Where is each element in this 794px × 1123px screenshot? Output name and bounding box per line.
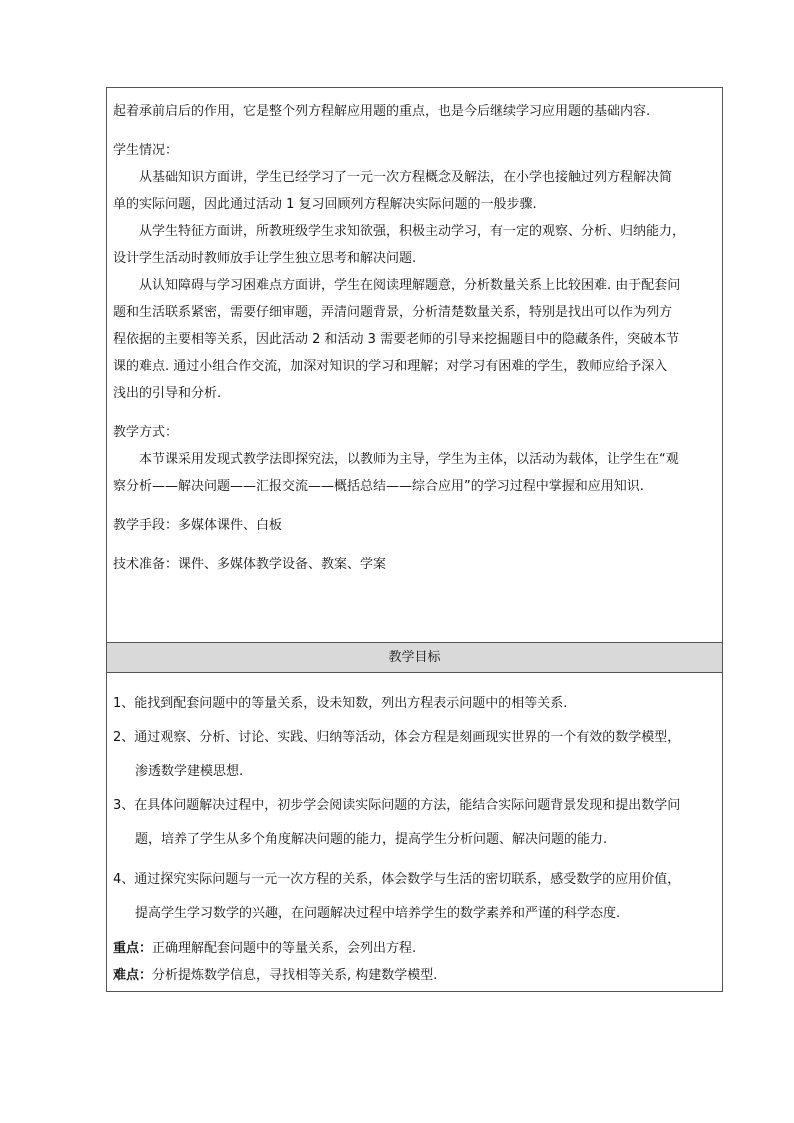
- student-p3-line1: 从认知障碍与学习困难点方面讲，学生在阅读理解题意，分析数量关系上比较困难. 由于配套问: [139, 278, 681, 293]
- difficult-point-text: 分析提炼数学信息，寻找相等关系, 构建数学模型.: [152, 968, 438, 983]
- student-p3-line2: 题和生活联系紧密，需要仔细审题，弄清问题背景，分析清楚数量关系，特别是找出可以作为列方: [113, 305, 673, 320]
- student-p2-line1: 从学生特征方面讲，所教班级学生求知欲强，积极主动学习，有一定的观察、分析、归纳能力，: [139, 224, 686, 239]
- technical-preparation: 技术准备：课件、多媒体教学设备、教案、学案: [113, 557, 387, 572]
- objective-4-line2: 提高学生学习数学的兴趣，在问题解决过程中培养学生的数学素养和严谨的科学态度.: [135, 906, 621, 921]
- method-line1: 本节课采用发现式教学法即探究法，以教师为主导，学生为主体，以活动为载体，让学生在“观: [139, 452, 679, 467]
- student-p3-line4: 课的难点. 通过小组合作交流，加深对知识的学习和理解；对学习有困难的学生，教师应给予深入: [113, 359, 668, 374]
- method-line2: 察分析——解决问题——汇报交流——概括总结——综合应用”的学习过程中掌握和应用知识.: [113, 479, 644, 494]
- difficult-point: [113, 962, 716, 989]
- objective-2-line2: 渗透数学建模思想.: [135, 764, 244, 779]
- key-point-text: 正确理解配套问题中的等量关系，会列出方程.: [152, 941, 417, 956]
- objectives-cell: [107, 673, 722, 991]
- analysis-cell: [107, 88, 722, 643]
- difficult-point-label: 难点：: [113, 968, 153, 983]
- student-p1-line1: 从基础知识方面讲，学生已经学习了一元一次方程概念及解法，在小学也接触过列方程解决简: [139, 170, 673, 185]
- objectives-header: 教学目标: [107, 643, 722, 673]
- student-p2-line2: 设计学生活动时教师放手让学生独立思考和解决问题.: [113, 251, 417, 266]
- method-heading: 教学方式：: [113, 425, 179, 440]
- lesson-plan-table: [106, 87, 723, 992]
- objective-1: 1、能找到配套问题中的等量关系，设未知数，列出方程表示问题中的相等关系.: [113, 696, 568, 711]
- key-point: [113, 935, 716, 962]
- student-heading: 学生情况：: [113, 143, 179, 158]
- student-p3-line5: 浅出的引导和分析.: [113, 386, 222, 401]
- key-point-label: 重点：: [113, 941, 153, 956]
- student-p3-line3: 程依据的主要相等关系，因此活动 2 和活动 3 需要老师的引导来挖掘题目中的隐藏条件，突破本节: [113, 332, 680, 347]
- teaching-means: 教学手段：多媒体课件、白板: [113, 518, 283, 533]
- objective-3-line1: 3、在具体问题解决过程中，初步学会阅读实际问题的方法，能结合实际问题背景发现和提出数学问: [113, 798, 681, 813]
- objective-2-line1: 2、通过观察、分析、讨论、实践、归纳等活动，体会方程是刻画现实世界的一个有效的数学模型，: [113, 730, 681, 745]
- objective-3-line2: 题，培养了学生从多个角度解决问题的能力，提高学生分析问题、解决问题的能力.: [135, 832, 608, 847]
- intro-line: 起着承前启后的作用，它是整个列方程解应用题的重点，也是今后继续学习应用题的基础内容.: [113, 104, 651, 119]
- objective-4-line1: 4、通过探究实际问题与一元一次方程的关系，体会数学与生活的密切联系，感受数学的应用价值，: [113, 872, 681, 887]
- student-p1-line2: 单的实际问题，因此通过活动 1 复习回顾列方程解决实际问题的一般步骤.: [113, 197, 537, 212]
